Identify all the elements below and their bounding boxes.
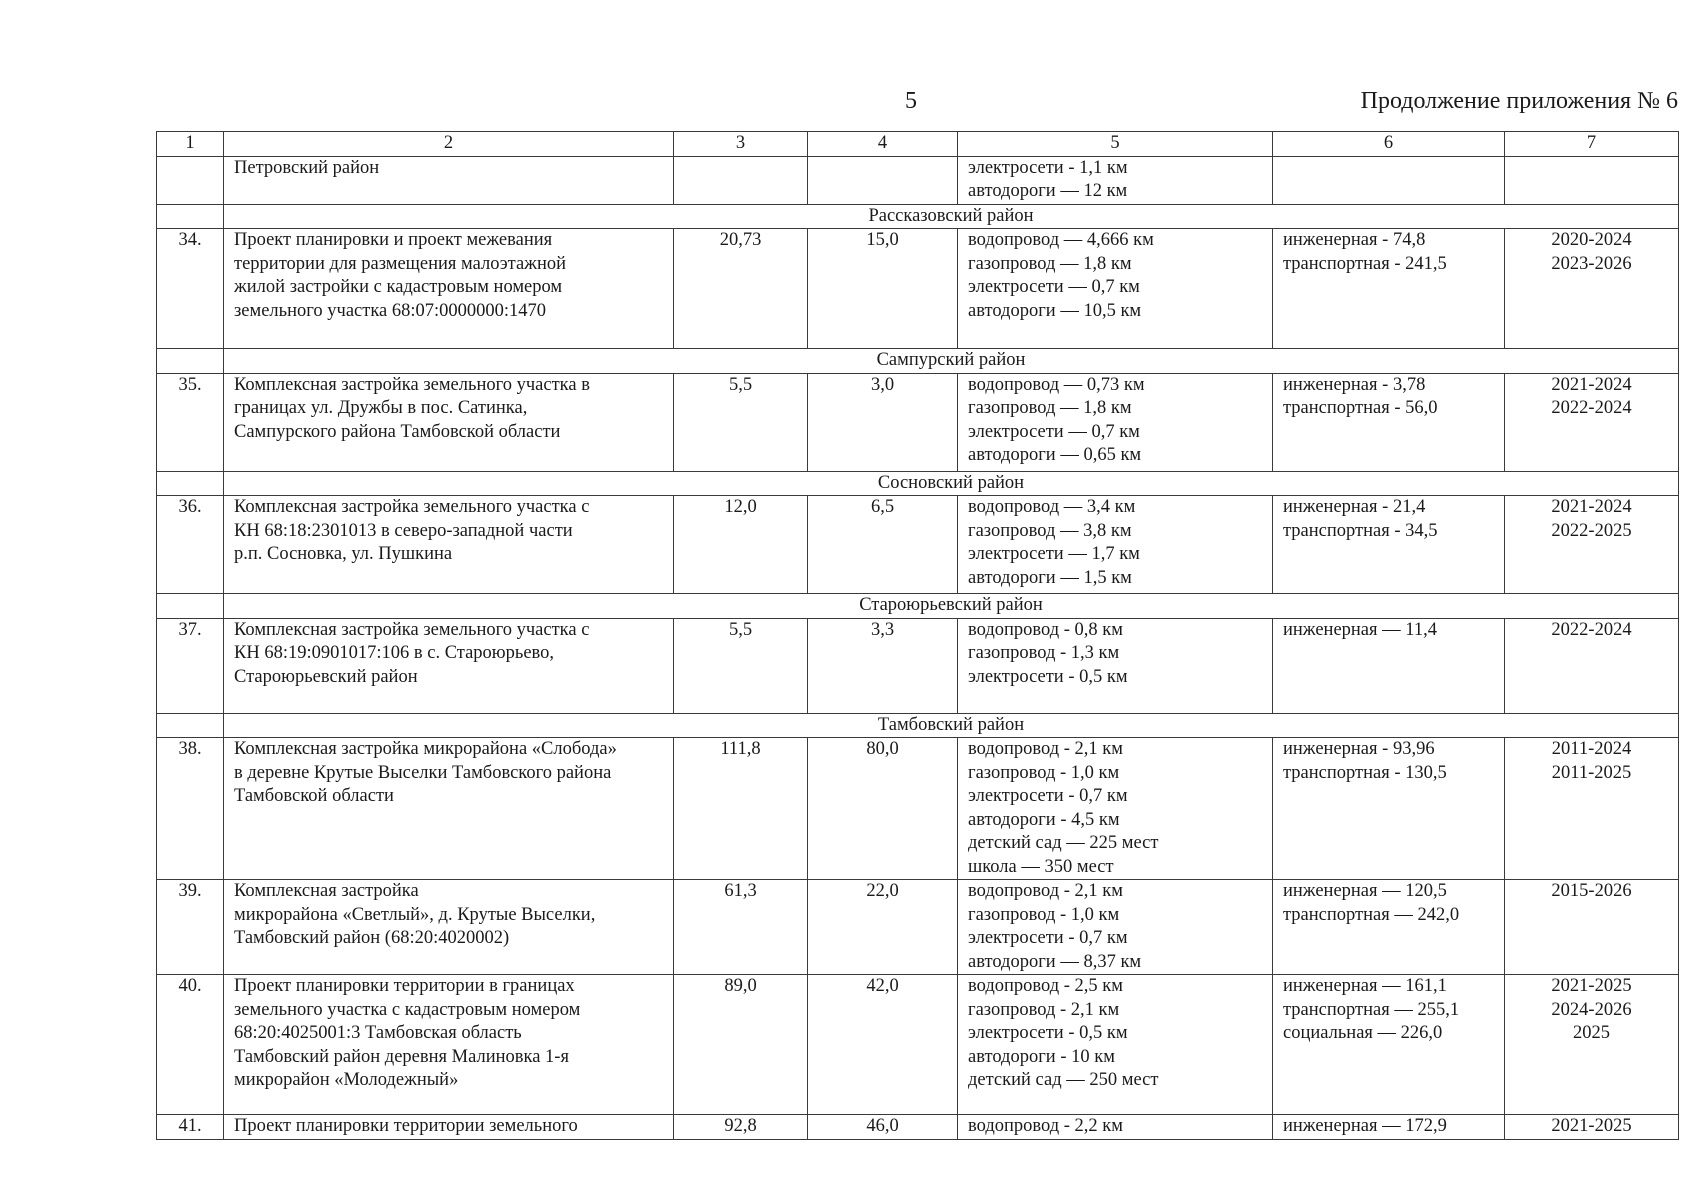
years-cell <box>1505 156 1679 204</box>
table-row <box>157 373 1679 471</box>
years-line: 2021-2024 <box>1551 497 1632 517</box>
area-cell: 20,73 <box>674 229 808 349</box>
value-cell: 15,0 <box>808 229 958 349</box>
column-header: 4 <box>808 132 958 157</box>
table-body <box>157 132 1679 1140</box>
value-cell: 46,0 <box>808 1115 958 1140</box>
object-name-line: земельного участка 68:07:0000000:1470 <box>234 300 547 321</box>
object-name-line: Тамбовский район деревня Малиновка 1-я <box>234 1046 569 1067</box>
networks-cell <box>958 496 1273 594</box>
networks-line: автодороги — 1,5 км <box>968 567 1132 588</box>
object-name-line: 68:20:4025001:3 Тамбовская область <box>234 1023 522 1043</box>
networks-line: водопровод — 0,73 км <box>968 374 1145 395</box>
infrastructure-cell <box>1273 880 1505 975</box>
row-number-cell: 38. <box>157 738 224 880</box>
table-row <box>157 618 1679 713</box>
years-line: 2025 <box>1573 1023 1610 1043</box>
years-line: 2024-2026 <box>1551 999 1632 1020</box>
years-line: 2021-2025 <box>1551 976 1632 996</box>
object-name-line: Сампурского района Тамбовской области <box>234 421 561 442</box>
infrastructure-cell <box>1273 229 1505 349</box>
networks-line: газопровод — 3,8 км <box>968 520 1132 541</box>
infrastructure-line: транспортная — 255,1 <box>1283 999 1460 1020</box>
object-name-line: земельного участка с кадастровым номером <box>234 999 581 1020</box>
infrastructure-line: инженерная — 161,1 <box>1283 976 1447 996</box>
row-number-cell: 39. <box>157 880 224 975</box>
years-cell <box>1505 975 1679 1115</box>
object-name-line: Комплексная застройка земельного участка в <box>234 374 590 395</box>
networks-line: автодороги — 12 км <box>968 181 1128 201</box>
networks-line: автодороги — 0,65 км <box>968 445 1142 465</box>
infrastructure-line: транспортная - 241,5 <box>1283 253 1447 274</box>
area-cell: 92,8 <box>674 1115 808 1140</box>
value-cell: 6,5 <box>808 496 958 594</box>
table-row <box>157 738 1679 880</box>
years-cell <box>1505 496 1679 594</box>
object-name-cell: Петровский район <box>224 156 674 204</box>
object-name-line: Комплексная застройка микрорайона «Слобода» <box>234 739 617 759</box>
object-name-cell <box>224 618 674 713</box>
object-name-line: территории для размещения малоэтажной <box>234 253 567 274</box>
networks-line: электросети — 0,7 км <box>968 421 1140 442</box>
networks-line: водопровод — 4,666 км <box>968 230 1154 250</box>
area-cell: 89,0 <box>674 975 808 1115</box>
district-row <box>157 713 1679 738</box>
networks-line: автодороги — 10,5 км <box>968 300 1142 321</box>
years-line: 2011-2025 <box>1551 762 1632 783</box>
district-row <box>157 204 1679 229</box>
object-name-cell <box>224 496 674 594</box>
networks-line: электросети — 1,7 км <box>968 544 1140 564</box>
object-name-line: КН 68:18:2301013 в северо-западной части <box>234 520 573 541</box>
infrastructure-line: транспортная - 56,0 <box>1283 398 1438 418</box>
networks-line: школа — 350 мест <box>968 856 1114 877</box>
networks-line: электросети - 0,5 км <box>968 666 1128 687</box>
object-name-line: Тамбовской области <box>234 786 394 806</box>
row-number-cell: 36. <box>157 496 224 594</box>
networks-cell <box>958 618 1273 713</box>
table-row <box>157 496 1679 594</box>
networks-line: автодороги - 4,5 км <box>968 809 1120 830</box>
district-spacer-cell <box>157 349 224 374</box>
networks-line: водопровод - 0,8 км <box>968 619 1123 640</box>
district-spacer-cell <box>157 713 224 738</box>
networks-line: детский сад — 250 мест <box>968 1070 1159 1090</box>
infrastructure-cell <box>1273 618 1505 713</box>
networks-line: электросети - 0,5 км <box>968 1023 1128 1043</box>
table-row <box>157 1115 1679 1140</box>
object-name-line: Проект планировки и проект межевания <box>234 230 553 250</box>
page-number: 5 <box>905 88 917 114</box>
years-cell <box>1505 229 1679 349</box>
object-name-line: Комплексная застройка земельного участка с <box>234 619 590 640</box>
object-name-line: Комплексная застройка земельного участка с <box>234 497 590 517</box>
object-name-cell <box>224 373 674 471</box>
value-cell: 3,0 <box>808 373 958 471</box>
networks-line: детский сад — 225 мест <box>968 833 1159 853</box>
object-name-cell <box>224 975 674 1115</box>
networks-cell <box>958 1115 1273 1140</box>
years-line: 2022-2024 <box>1551 619 1632 640</box>
object-name-line: Комплексная застройка <box>234 881 419 901</box>
district-heading: Сампурский район <box>224 349 1679 374</box>
row-number-cell: 40. <box>157 975 224 1115</box>
object-name-line: микрорайон «Молодежный» <box>234 1070 459 1090</box>
infrastructure-line: инженерная - 3,78 <box>1283 374 1426 395</box>
years-cell <box>1505 373 1679 471</box>
row-number-cell: 34. <box>157 229 224 349</box>
years-cell <box>1505 618 1679 713</box>
column-header: 7 <box>1505 132 1679 157</box>
object-name-line: Проект планировки территории в границах <box>234 976 575 996</box>
district-heading: Сосновский район <box>224 471 1679 496</box>
networks-line: водопровод — 3,4 км <box>968 497 1136 517</box>
networks-cell <box>958 880 1273 975</box>
value-cell: 42,0 <box>808 975 958 1115</box>
object-name-line: КН 68:19:0901017:106 в с. Староюрьево, <box>234 643 555 663</box>
years-line: 2011-2024 <box>1551 739 1632 759</box>
years-line: 2022-2025 <box>1551 520 1632 541</box>
infrastructure-cell <box>1273 738 1505 880</box>
infrastructure-cell <box>1273 975 1505 1115</box>
networks-line: водопровод - 2,1 км <box>968 881 1123 901</box>
infrastructure-cell <box>1273 156 1505 204</box>
infrastructure-line: транспортная - 34,5 <box>1283 520 1438 541</box>
area-cell: 12,0 <box>674 496 808 594</box>
table-row <box>157 880 1679 975</box>
networks-cell <box>958 229 1273 349</box>
object-name-line: границах ул. Дружбы в пос. Сатинка, <box>234 398 528 418</box>
district-spacer-cell <box>157 204 224 229</box>
networks-line: газопровод — 1,8 км <box>968 398 1132 418</box>
table-row <box>157 156 1679 204</box>
column-header: 2 <box>224 132 674 157</box>
district-row <box>157 471 1679 496</box>
networks-line: газопровод - 2,1 км <box>968 999 1120 1020</box>
data-table <box>156 131 1679 1140</box>
table-row <box>157 229 1679 349</box>
networks-cell <box>958 373 1273 471</box>
networks-line: газопровод - 1,3 км <box>968 643 1120 663</box>
years-line: 2015-2026 <box>1551 881 1632 901</box>
years-line: 2023-2026 <box>1551 253 1632 274</box>
infrastructure-line: социальная — 226,0 <box>1283 1023 1443 1043</box>
value-cell: 3,3 <box>808 618 958 713</box>
column-header: 1 <box>157 132 224 157</box>
infrastructure-line: инженерная - 21,4 <box>1283 497 1426 517</box>
area-cell: 5,5 <box>674 373 808 471</box>
infrastructure-cell <box>1273 373 1505 471</box>
years-line: 2021-2024 <box>1551 374 1632 395</box>
column-header: 5 <box>958 132 1273 157</box>
object-name-line: Тамбовский район (68:20:4020002) <box>234 928 510 948</box>
value-cell <box>674 156 808 204</box>
networks-line: электросети - 0,7 км <box>968 786 1128 806</box>
networks-line: водопровод - 2,2 км <box>968 1116 1123 1136</box>
appendix-title: Продолжение приложения № 6 <box>1360 88 1678 114</box>
table-row <box>157 975 1679 1115</box>
networks-cell <box>958 156 1273 204</box>
object-name-line: р.п. Сосновка, ул. Пушкина <box>234 544 453 564</box>
row-number-cell: 41. <box>157 1115 224 1140</box>
column-header: 3 <box>674 132 808 157</box>
object-name-cell <box>224 880 674 975</box>
district-heading: Рассказовский район <box>224 204 1679 229</box>
column-header: 6 <box>1273 132 1505 157</box>
networks-line: водопровод - 2,1 км <box>968 739 1123 759</box>
networks-line: газопровод - 1,0 км <box>968 762 1120 783</box>
area-cell: 5,5 <box>674 618 808 713</box>
networks-line: электросети - 0,7 км <box>968 928 1128 948</box>
object-name-cell <box>224 1115 674 1140</box>
infrastructure-line: инженерная — 172,9 <box>1283 1116 1447 1136</box>
networks-line: электросети — 0,7 км <box>968 277 1140 297</box>
networks-cell <box>958 738 1273 880</box>
infrastructure-line: инженерная - 93,96 <box>1283 739 1435 759</box>
networks-line: газопровод — 1,8 км <box>968 253 1132 274</box>
value-cell: 22,0 <box>808 880 958 975</box>
infrastructure-line: транспортная - 130,5 <box>1283 762 1447 783</box>
row-number-cell: 35. <box>157 373 224 471</box>
district-row <box>157 594 1679 619</box>
years-line: 2020-2024 <box>1551 230 1632 250</box>
area-cell: 61,3 <box>674 880 808 975</box>
infrastructure-line: инженерная — 120,5 <box>1283 881 1447 901</box>
value-cell <box>808 156 958 204</box>
object-name-line: Староюрьевский район <box>234 666 418 687</box>
years-cell <box>1505 1115 1679 1140</box>
row-number-cell <box>157 156 224 204</box>
years-line: 2022-2024 <box>1551 398 1632 418</box>
district-spacer-cell <box>157 594 224 619</box>
district-heading: Староюрьевский район <box>224 594 1679 619</box>
area-cell: 111,8 <box>674 738 808 880</box>
column-header-row <box>157 132 1679 157</box>
infrastructure-line: инженерная — 11,4 <box>1283 619 1437 640</box>
years-line: 2021-2025 <box>1551 1116 1632 1136</box>
years-cell <box>1505 880 1679 975</box>
infrastructure-line: инженерная - 74,8 <box>1283 230 1426 250</box>
networks-line: электросети - 1,1 км <box>968 157 1128 178</box>
district-heading: Тамбовский район <box>224 713 1679 738</box>
object-name-line: жилой застройки с кадастровым номером <box>234 277 563 297</box>
years-cell <box>1505 738 1679 880</box>
networks-line: автодороги — 8,37 км <box>968 951 1142 972</box>
infrastructure-cell <box>1273 1115 1505 1140</box>
object-name-line: микрорайона «Светлый», д. Крутые Выселки, <box>234 904 596 925</box>
object-name-line: в деревне Крутые Выселки Тамбовского района <box>234 762 612 783</box>
networks-cell <box>958 975 1273 1115</box>
district-row <box>157 349 1679 374</box>
district-spacer-cell <box>157 471 224 496</box>
row-number-cell: 37. <box>157 618 224 713</box>
value-cell: 80,0 <box>808 738 958 880</box>
object-name-line: Проект планировки территории земельного <box>234 1116 578 1136</box>
networks-line: газопровод - 1,0 км <box>968 904 1120 925</box>
object-name-cell <box>224 229 674 349</box>
networks-line: водопровод - 2,5 км <box>968 976 1123 996</box>
infrastructure-cell <box>1273 496 1505 594</box>
networks-line: автодороги - 10 км <box>968 1046 1115 1067</box>
infrastructure-line: транспортная — 242,0 <box>1283 904 1460 925</box>
object-name-cell <box>224 738 674 880</box>
